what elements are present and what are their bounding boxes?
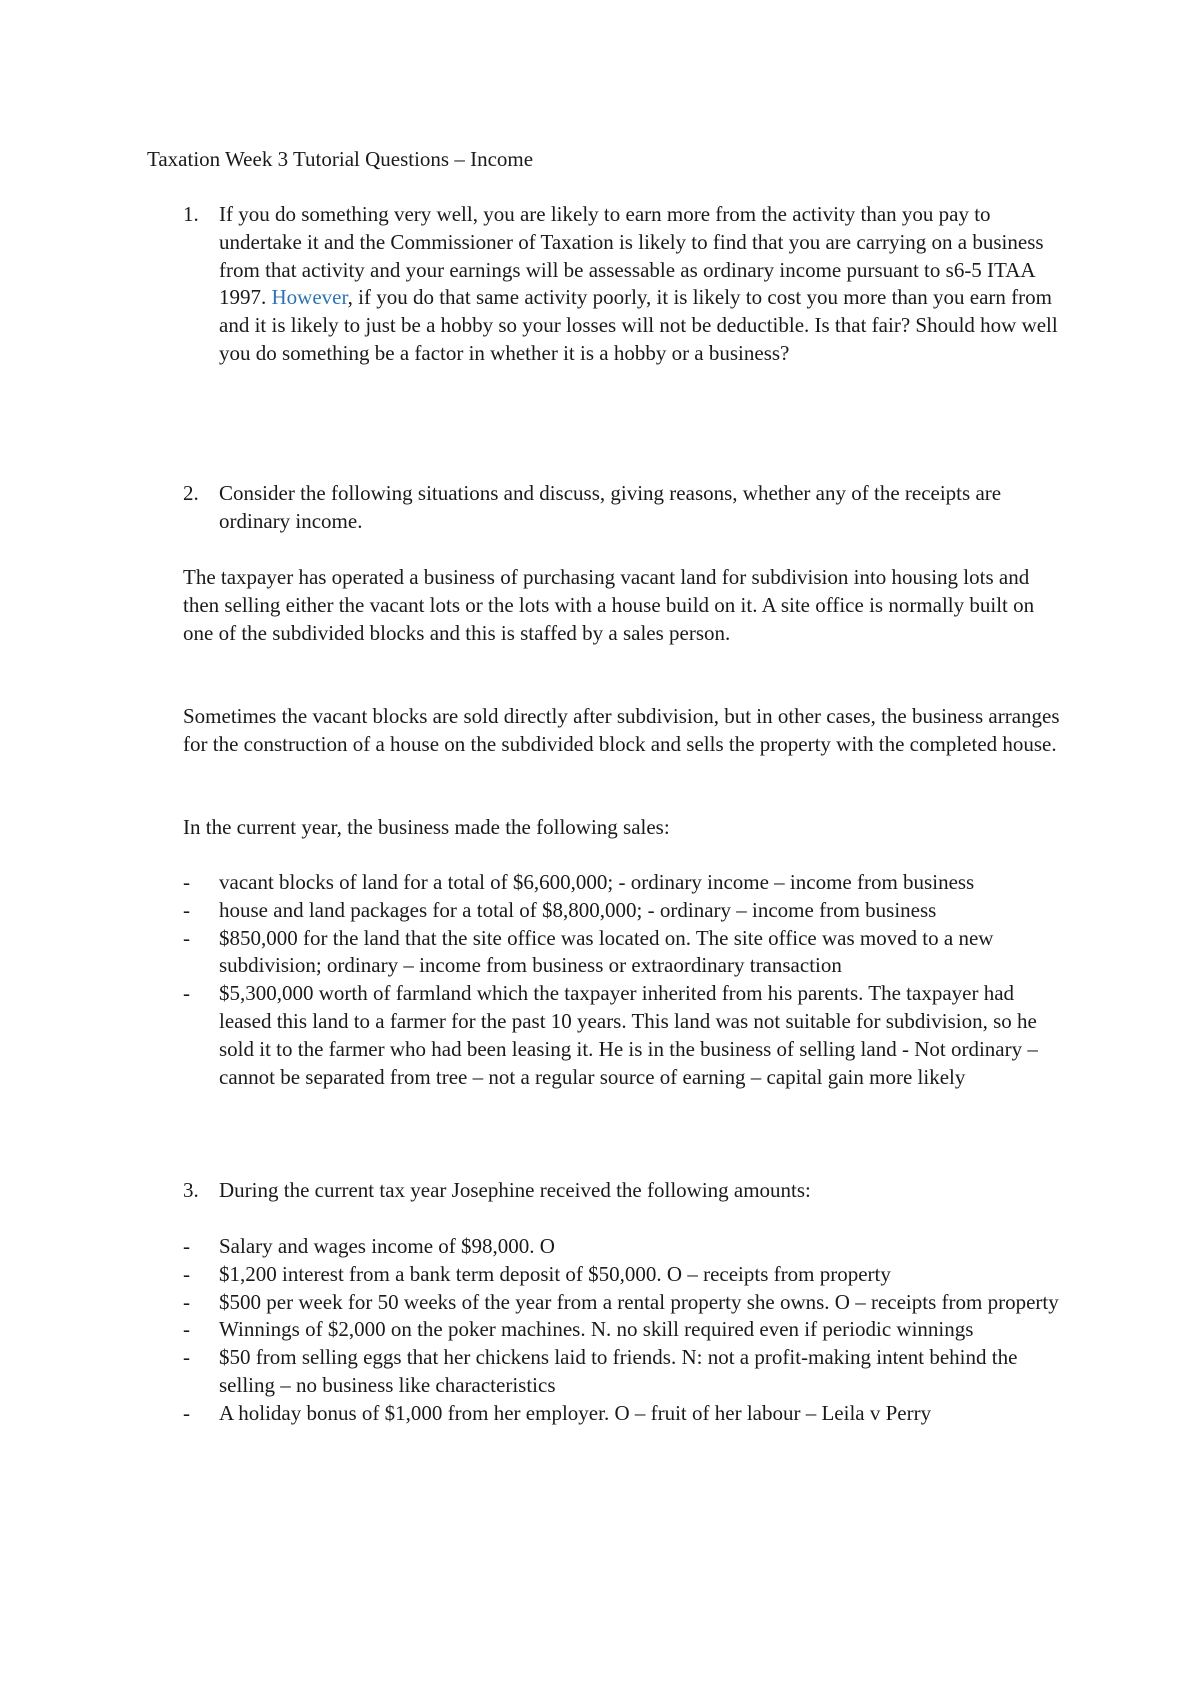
list-bullet: - [183, 1317, 190, 1342]
list-item-text: vacant blocks of land for a total of $6,600,000; - ordinary income – income from business [219, 870, 975, 894]
question-2 [183, 480, 1063, 536]
list-bullet: - [183, 1234, 190, 1258]
question-1-text-start: If you do something very well, you are likely to earn more from the activity than you pay to undertake it and the Commissioner of Taxation is likely to find that you are carrying on a business from that activity and your earnings will be assessable as ordinary income pursuant to s6-5 ITAA 1997. [219, 202, 1044, 310]
list-item-text: $1,200 interest from a bank term deposit of $50,000. O – receipts from property [219, 1261, 891, 1286]
list-item [183, 1289, 1063, 1317]
list-item [183, 1400, 1063, 1428]
however-link[interactable]: However [271, 285, 348, 310]
list-bullet: - [183, 870, 190, 894]
list-item-text: $50 from selling eggs that her chickens laid to friends. N: not a profit-making intent behind the selling – no business like characteristics [219, 1345, 1018, 1397]
question-number: 1. [183, 202, 199, 226]
question-3-text: During the current tax year Josephine received the following amounts: [219, 1178, 811, 1202]
list-item [183, 925, 1063, 981]
list-item [183, 980, 1063, 1091]
list-item-text: $500 per week for 50 weeks of the year from a rental property she owns. O – receipts from property [219, 1289, 1059, 1314]
question-2-text: Consider the following situations and discuss, giving reasons, whether any of the receipts are ordinary income. [219, 481, 1002, 533]
list-bullet: - [183, 1261, 190, 1286]
list-item-text: A holiday bonus of $1,000 from her employer. O – fruit of her labour – Leila v Perry [219, 1400, 932, 1425]
question-1 [183, 201, 1063, 368]
list-item-text: Salary and wages income of $98,000. O [219, 1234, 555, 1258]
list-item [183, 869, 1063, 897]
question-3 [183, 1177, 1063, 1205]
list-bullet: - [183, 897, 190, 922]
question-number: 3. [183, 1178, 199, 1202]
question-2-sales-list [183, 869, 1063, 1091]
list-item [183, 1261, 1063, 1289]
question-number: 2. [183, 481, 199, 505]
question-2-paragraph-3: In the current year, the business made the following sales: [183, 815, 670, 839]
list-bullet: - [183, 981, 190, 1006]
list-bullet: - [183, 1400, 190, 1425]
question-1-text-end: , if you do that same activity poorly, it is likely to cost you more than you earn from and it is likely to just be a hobby so your losses will not be deductible. Is that fair? Should how well you do something be a factor in whether it is a hobby or a business? [219, 285, 1058, 365]
list-item-text: $850,000 for the land that the site office was located on. The site office was moved to a new subdivision; ordinary – income from business or extraordinary transaction [219, 925, 994, 978]
list-bullet: - [183, 1289, 190, 1314]
list-item-text: Winnings of $2,000 on the poker machines. N. no skill required even if periodic winnings [219, 1317, 974, 1342]
question-2-paragraph-1: The taxpayer has operated a business of purchasing vacant land for subdivision into housing lots and then selling either the vacant lots or the lots with a house build on it. A site office is normally built on one of the subdivided blocks and this is staffed by a sales person. [183, 565, 1035, 645]
list-bullet: - [183, 1345, 190, 1370]
list-item [183, 1316, 1063, 1344]
list-item [183, 1233, 1063, 1261]
list-item-text: $5,300,000 worth of farmland which the taxpayer inherited from his parents. The taxpayer had leased this land to a farmer for the past 10 years. This land was not suitable for subdivision, so he sold it to the farmer who had been leasing it. He is in the business of selling land - Not ordinary – cannot be separated from tree – not a regular source of earning – capital gain more likely [219, 981, 1038, 1089]
list-item [183, 897, 1063, 925]
document-title: Taxation Week 3 Tutorial Questions – Income [147, 147, 534, 171]
list-bullet: - [183, 925, 190, 950]
question-1-text [219, 201, 1063, 368]
list-item [183, 1344, 1063, 1400]
question-2-paragraph-2: Sometimes the vacant blocks are sold directly after subdivision, but in other cases, the business arranges for the construction of a house on the subdivided block and sells the property with the completed house. [183, 704, 1060, 756]
list-item-text: house and land packages for a total of $8,800,000; - ordinary – income from business [219, 897, 937, 922]
question-3-amounts-list [183, 1233, 1063, 1428]
